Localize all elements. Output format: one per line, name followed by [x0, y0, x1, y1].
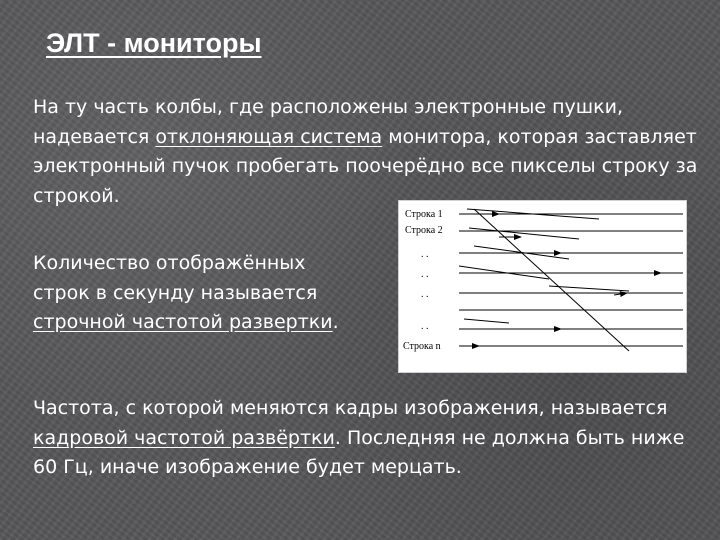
paragraph-text: Частота, с которой меняются кадры изображения, называется	[33, 397, 668, 419]
term-frame-frequency: кадровой частотой развёртки	[33, 426, 335, 449]
retrace-lines	[459, 209, 629, 351]
scan-lines	[459, 214, 683, 346]
dots-1: . .	[421, 249, 429, 260]
raster-scan-diagram	[398, 200, 687, 373]
term-deflection-system: отклоняющая система	[155, 125, 383, 148]
retrace-line	[469, 228, 579, 239]
paragraph-text: . Последняя не должна быть ниже 60 Гц, иначе изображение будет мерцать.	[33, 426, 685, 478]
label-row-1: Строка 1	[405, 209, 443, 220]
label-row-2: Строка 2	[405, 225, 443, 236]
label-row-n: Строка n	[403, 341, 441, 352]
term-line-frequency: строчной частотой развертки	[33, 311, 333, 333]
slide-title: ЭЛТ - мониторы	[46, 28, 262, 58]
dots-2: . .	[421, 269, 429, 280]
dots-3: . .	[421, 289, 429, 300]
paragraph-deflection-system	[33, 93, 713, 211]
paragraph-text: монитора, которая заставляет электронный пучок пробегать поочерёдно все пикселы строку за строкой.	[33, 125, 698, 207]
paragraph-frame-frequency	[33, 394, 713, 483]
paragraph-text: Количество отображённых строк в секунду называется	[33, 252, 318, 304]
dots-4: . .	[421, 321, 429, 332]
paragraph-text: На ту часть колбы, где расположены электронные пушки, надевается	[33, 96, 624, 148]
retrace-line	[464, 319, 509, 323]
paragraph-line-frequency	[33, 249, 363, 338]
paragraph-text: .	[332, 311, 339, 333]
scan-arrows	[459, 214, 661, 346]
vertical-retrace-line	[474, 209, 629, 351]
